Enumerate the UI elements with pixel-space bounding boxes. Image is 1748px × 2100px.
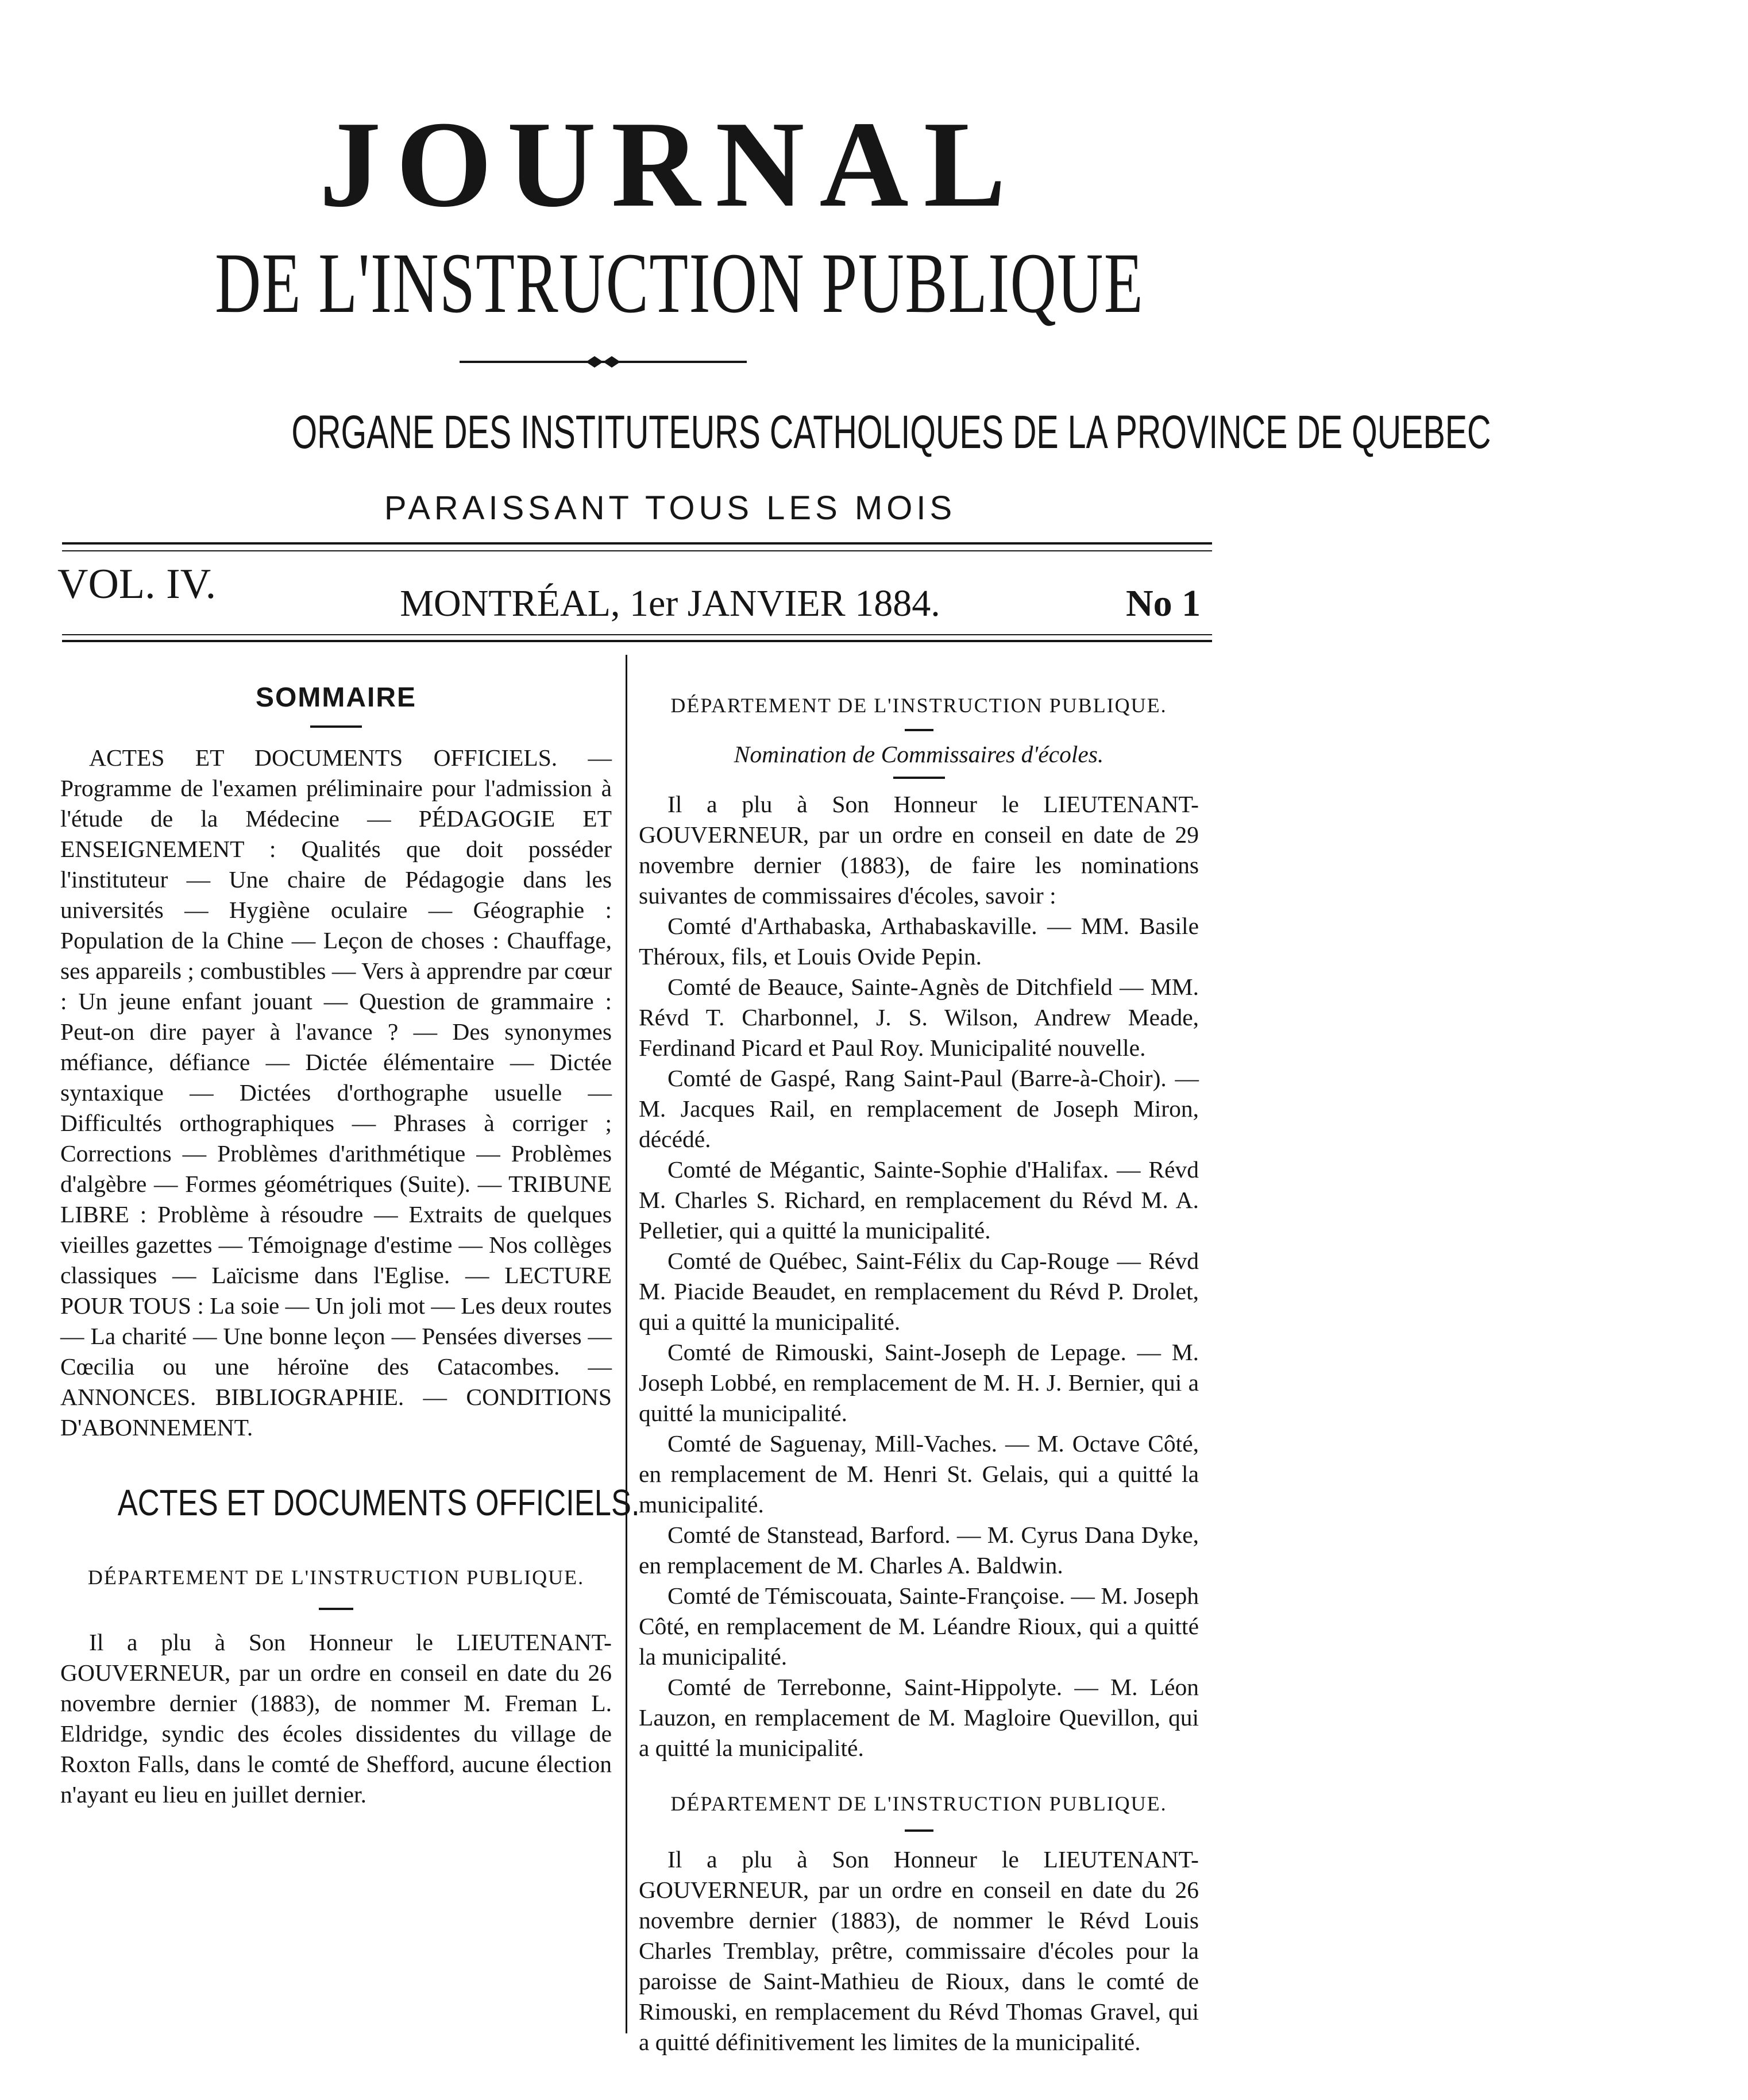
ornamental-divider-center: [586, 356, 620, 368]
nomination-item: Comté de Gaspé, Rang Saint-Paul (Barre-à-Choir). — M. Jacques Rail, en remplacement de Joseph Miron, décédé.: [639, 1065, 1199, 1152]
sommaire-text: ACTES ET DOCUMENTS OFFICIELS. — Programme de l'examen préliminaire pour l'admission à l'étude de la Médecine — PÉDAGOGIE ET ENSEIGNEMENT : Qualités que doit posséder l'instituteur — Une chaire de Pédagogie dans les universités — Hygiène oculaire — Géographie : Population de la Chine — Leçon de choses : Chauffage, ses appareils ; combustibles — Vers à apprendre par cœur : Un jeune enfant jouant — Question de grammaire : Peut-on dire payer à l'avance ? — Des synonymes méfiance, défiance — Dictée élémentaire — Dictée syntaxique — Dictées d'orthographe usuelle — Difficultés orthographiques — Phrases à corriger ; Corrections — Problèmes d'arithmétique — Problèmes d'algèbre — Formes géométriques (Suite). — TRIBUNE LIBRE : Problème à résoudre — Extraits de quelques vieilles gazettes — Témoignage d'estime — Nos collèges classiques — Laïcisme dans l'Eglise. — LECTURE POUR TOUS : La soie — Un joli mot — Les deux routes — La charité — Une bonne leçon — Pensées diverses — Cœcilia ou une héroïne des Catacombes. — ANNONCES. BIBLIOGRAPHIE. — CONDITIONS D'ABONNEMENT.: [60, 744, 612, 1441]
nomination-item: Comté de Mégantic, Sainte-Sophie d'Halifax. — Révd M. Charles S. Richard, en remplacement du Révd M. A. Pelletier, qui a quitté la municipalité.: [639, 1156, 1199, 1244]
sommaire-heading: SOMMAIRE: [256, 682, 416, 713]
department-heading-1: DÉPARTEMENT DE L'INSTRUCTION PUBLIQUE.: [670, 694, 1167, 717]
heading-dash: [319, 1608, 353, 1610]
nomination-item: Comté de Saguenay, Mill-Vaches. — M. Octave Côté, en remplacement de M. Henri St. Gelais, qui a quitté la municipalité.: [639, 1430, 1199, 1518]
organ-line-text: ORGANE DES INSTITUTEURS CATHOLIQUES DE LA PROVINCE DE QUEBEC: [291, 406, 1491, 458]
journal-subtitle-text: DE L'INSTRUCTION PUBLIQUE: [215, 236, 1144, 331]
rule-bottom-thick: [62, 640, 1212, 642]
column-divider: [626, 655, 627, 2033]
nomination-intro: Il a plu à Son Honneur le LIEUTENANT-GOUVERNEUR, par un ordre en conseil en date de 29 novembre dernier (1883), de faire les nominations suivantes de commissaires d'écoles, savoir :: [639, 791, 1199, 909]
nomination-item: Comté de Stanstead, Barford. — M. Cyrus Dana Dyke, en remplacement de M. Charles A. Baldwin.: [639, 1522, 1199, 1578]
rule-top-thick: [62, 542, 1212, 545]
rule-bottom-thin: [62, 634, 1212, 635]
rule-top-thin: [62, 550, 1212, 551]
heading-dash: [905, 1829, 933, 1832]
nomination-item: Comté de Québec, Saint-Félix du Cap-Rouge — Révd M. Piacide Beaudet, en remplacement du Révd P. Drolet, qui a quitté la municipalité.: [639, 1248, 1199, 1335]
actes-heading-text: ACTES ET DOCUMENTS OFFICIELS.: [117, 1482, 640, 1523]
nomination-item: Comté de Rimouski, Saint-Joseph de Lepage. — M. Joseph Lobbé, en remplacement de M. H. J. Bernier, qui a quitté la municipalité.: [639, 1339, 1199, 1426]
journal-subtitle: [52, 236, 1304, 331]
nomination-item: Comté d'Arthabaska, Arthabaskaville. — MM. Basile Théroux, fils, et Louis Ovide Pepin.: [639, 913, 1199, 970]
left-column: [60, 682, 640, 1810]
actes-heading: [60, 1482, 640, 1523]
heading-dash: [893, 777, 945, 779]
volume-label: VOL. IV.: [57, 561, 217, 608]
frequency-line: PARAISSANT TOUS LES MOIS: [384, 489, 956, 527]
right-column: [639, 690, 1199, 2057]
actes-department-heading: DÉPARTEMENT DE L'INSTRUCTION PUBLIQUE.: [87, 1566, 585, 1589]
heading-dash: [905, 729, 933, 731]
nomination-item: Comté de Beauce, Sainte-Agnès de Ditchfield — MM. Révd T. Charbonnel, J. S. Wilson, Andrew Meade, Ferdinand Picard et Paul Roy. Municipalité nouvelle.: [639, 974, 1199, 1061]
dateline: MONTRÉAL, 1er JANVIER 1884.: [400, 582, 940, 624]
department-heading-2: DÉPARTEMENT DE L'INSTRUCTION PUBLIQUE.: [670, 1792, 1167, 1815]
appointment-text: Il a plu à Son Honneur le LIEUTENANT-GOUVERNEUR, par un ordre en conseil en date du 26 novembre dernier (1883), de nommer le Révd Louis Charles Tremblay, prêtre, commissaire d'écoles pour la paroisse de Saint-Mathieu de Rioux, dans le comté de Rimouski, en remplacement du Révd Thomas Gravel, qui a quitté définitivement les limites de la municipalité.: [639, 1846, 1199, 2055]
nomination-item: Comté de Témiscouata, Sainte-Françoise. — M. Joseph Côté, en remplacement de M. Léandre Rioux, qui a quitté la municipalité.: [639, 1582, 1199, 1670]
journal-title: JOURNAL: [319, 95, 1021, 233]
nomination-subheading: Nomination de Commissaires d'écoles.: [734, 741, 1104, 767]
heading-dash: [310, 725, 362, 728]
issue-number: No 1: [1126, 582, 1201, 624]
organ-line: [34, 406, 1491, 458]
nomination-item: Comté de Terrebonne, Saint-Hippolyte. — M. Léon Lauzon, en remplacement de M. Magloire Quevillon, qui a quitté la municipalité.: [639, 1674, 1199, 1761]
actes-text: Il a plu à Son Honneur le LIEUTENANT-GOUVERNEUR, par un ordre en conseil en date du 26 novembre dernier (1883), de nommer M. Freman L. Eldridge, syndic des écoles dissidentes du village de Roxton Falls, dans le comté de Shefford, aucune élection n'ayant eu lieu en juillet dernier.: [60, 1629, 612, 1808]
